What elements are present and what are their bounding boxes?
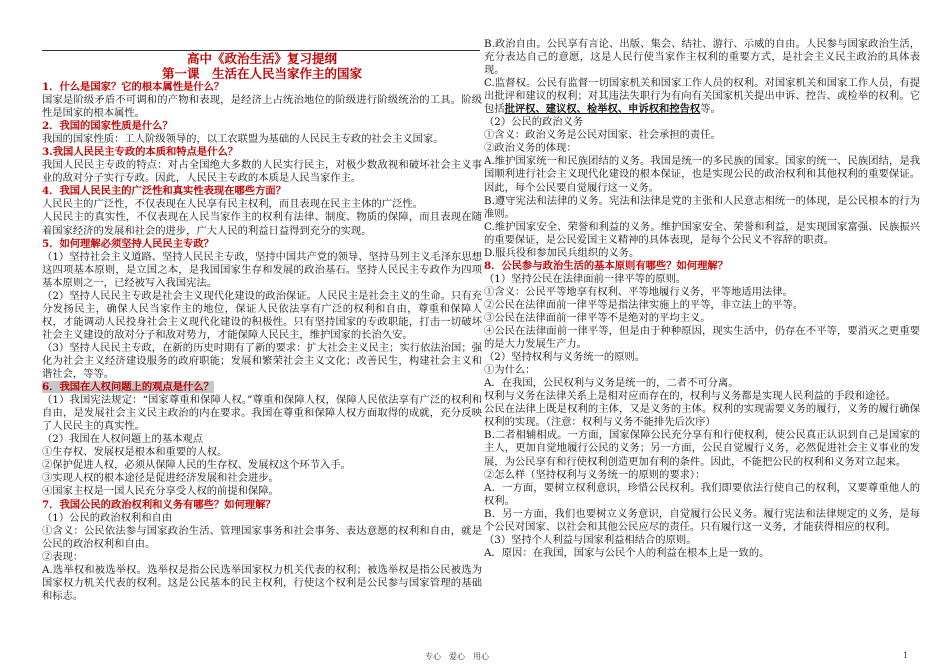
paragraph-text: ③公民在法律面前一律平等不是绝对的平均主义。 <box>484 311 711 324</box>
paragraph <box>42 251 482 290</box>
doc-title: 高中《政治生活》复习提纲 <box>186 51 337 66</box>
right-column <box>484 38 920 560</box>
paragraph-text: ②表现： <box>42 550 84 563</box>
paragraph-text: B.二者相辅相成。一方面，国家保障公民充分享有和行使权利，使公民真正认识到自己是国家的主人，更加自觉地履行公民的义务；另一方面，公民自觉履行义务，必然促进社会主义事业的发展，为公民享有和行使权利创造更加有利的条件。因此，不能把公民的权利和义务对立起来。 <box>484 429 920 468</box>
paragraph-text: C.监督权。公民有监督一切国家机关和国家工作人员的权利。对国家机关和国家工作人员，有提出批评和建议的权利；对其违法失职行为有向有关国家机关提出申诉、控告、或检举的权利。它包括 <box>484 77 920 116</box>
left-column <box>42 52 482 603</box>
paragraph <box>42 198 482 211</box>
paragraph-text: （3）坚持个人利益与国家利益相结合的原则。 <box>484 533 697 546</box>
question-heading <box>42 146 482 159</box>
paragraph-text: 2．我国的国家性质是什么？ <box>42 120 173 133</box>
paragraph-text: （1）公民的政治权利和自由 <box>42 511 173 524</box>
paragraph-text: 人民民主的广泛性，不仅表现在人民享有民主权利，而且表现在民主主体的广泛性。 <box>42 198 423 211</box>
paragraph <box>484 390 920 403</box>
paragraph <box>484 325 920 351</box>
paragraph <box>42 551 482 564</box>
paragraph-text: ②公民在法律面前一律平等是指法律实施上的平等，非立法上的平等。 <box>484 298 804 311</box>
underlined-terms: 批评权、建议权、检举权、申诉权和控告权 <box>504 103 701 116</box>
paragraph <box>42 446 482 459</box>
paragraph <box>484 482 920 508</box>
paragraph-text: ④公民在法律面前一律平等，但是由于种种原因，现实生活中，仍存在不平等，要消灭之更重要的是大力发展生产力。 <box>484 325 920 351</box>
paragraph-text: A．原因：在我国，国家与公民个人的利益在根本上是一致的。 <box>484 546 770 559</box>
paragraph <box>42 433 482 446</box>
paragraph-text: ②保护促进人权，必须从保障人民的生存权、发展权这个环节入手。 <box>42 459 351 472</box>
paragraph-text: （1）坚持社会主义道路、坚持人民民主专政，坚持中国共产党的领导、坚持马列主义毛泽东思想这四项基本原则，是立国之本，是我国国家生存和发展的政治基石。坚持人民民主专政作为四项基本原则之一，已经被写入我国宪法。 <box>42 250 482 289</box>
paragraph <box>484 403 920 429</box>
paragraph <box>484 155 920 194</box>
footer-motto: 专心 爱心 用心 <box>425 652 489 661</box>
paragraph <box>42 133 482 146</box>
paragraph <box>484 273 920 286</box>
paragraph-text: 国家是阶级矛盾不可调和的产物和表现，是经济上占统治地位的阶级进行阶级统治的工具。阶级性是国家的根本属性。 <box>42 94 482 120</box>
paragraph-text: ③实现人权的根本途径是促进经济发展和社会进步。 <box>42 472 279 485</box>
paragraph-text: （2）我国在人权问题上的基本观点 <box>42 433 204 446</box>
paragraph-text: 1．什么是国家？它的根本属性是什么？ <box>42 81 225 93</box>
paragraph-text: B．另一方面，我们也要树立义务意识，自觉履行公民义务。履行宪法和法律规定的义务，是每个公民对国家、以社会和其他公民应尽的责任。只有履行这一义务，才能获得相应的权利。 <box>484 507 920 533</box>
paragraph-text: 7．我国公民的政治权利和义务有哪些？如何理解？ <box>42 498 276 511</box>
paragraph-text: ①为什么： <box>484 364 536 377</box>
question-heading <box>42 185 482 198</box>
paragraph <box>484 377 920 390</box>
paragraph-text: 3.我国人民民主专政的本质和特点是什么？ <box>42 146 239 159</box>
paragraph-text: ①含义：公民依法参与国家政治生活、管理国家事务和社会事务、表达意愿的权利和自由，就是公民的政治权利和自由。 <box>42 524 482 550</box>
paragraph <box>42 564 482 603</box>
page-number: 1 <box>903 651 909 660</box>
paragraph-text: 6．我国在人权问题上的观点是什么？ <box>42 381 214 394</box>
paragraph <box>484 547 920 560</box>
paragraph-text: A.维护国家统一和民族团结的义务。我国是统一的多民族的国家。国家的统一、民族团结，是我国顺利进行社会主义现代化建设的根本保证，也是实现公民的政治权利和其他权利的重要保证。因此，每个公民要自觉履行这一义务。 <box>484 155 920 194</box>
question-heading <box>42 120 482 133</box>
paragraph-text: A.选举权和被选举权。选举权是指公民选举国家权力机关代表的权利；被选举权是指公民被选为国家权力机关代表的权利。这是公民基本的民主权利，行使这个权利是公民参与国家管理的基础和标志。 <box>42 563 482 602</box>
paragraph-text: D.服兵役和参加民兵组织的义务。 <box>484 246 640 259</box>
paragraph-text: ①生存权、发展权是根本和重要的人权。 <box>42 446 228 459</box>
paragraph-text: ①含义：公民平等地享有权利、平等地履行义务，平等地适用法律。 <box>484 285 793 298</box>
question-heading <box>42 381 482 394</box>
paragraph <box>42 512 482 525</box>
paragraph <box>42 394 482 433</box>
paragraph <box>484 221 920 247</box>
paragraph-text: （2）坚持人民民主专政是社会主义现代化建设的政治保证。人民民主是社会主义的生命。只有充分发扬民主，确保人民当家作主的地位，保证人民依法享有广泛的权利和自由，尊重和保障人权，才能调动人民投身社会主义现代化建设的积极性。只有坚持国家的专政职能，打击一切破坏社会主义建设的敌对分子和敌对势力，才能保障人民民主，维护国家的长治久安。 <box>42 289 482 341</box>
paragraph <box>42 459 482 472</box>
paragraph-text: （3）坚持人民民主专政，在新的历史时期有了新的要求：扩大社会主义民主；实行依法治国；强化为社会主义经济建设服务的政府职能；发展和繁荣社会主义文化；改善民生，构建社会主义和谐社会，等等。 <box>42 341 482 381</box>
paragraph <box>484 469 920 482</box>
paragraph <box>42 211 482 237</box>
paragraph-text: 我国人民民主专政的特点：对占全国绝大多数的人民实行民主，对极少数敌视和破坏社会主义事业的敌对分子实行专政。因此，人民民主专政的本质是人民当家作主。 <box>42 159 482 185</box>
question-heading <box>42 81 482 94</box>
paragraph <box>484 312 920 325</box>
paragraph-text: 人民民主的真实性，不仅表现在人民当家作主的权利有法律、制度、物质的保障，而且表现在随着国家经济的发展和社会的进步，广大人民的利益日益得到充分的实现。 <box>42 211 482 237</box>
paragraph-text: ②怎么样（坚持权利与义务统一的原则的要求）： <box>484 468 706 481</box>
paragraph-text: A．在我国，公民权利与义务是统一的，二者不可分离。 <box>484 377 739 390</box>
paragraph <box>484 351 920 364</box>
paragraph-text: （2）坚持权利与义务统一的原则。 <box>484 351 646 364</box>
paragraph <box>42 159 482 185</box>
paragraph-text: （1）坚持公民在法律面前一律平等的原则。 <box>484 272 687 285</box>
paragraph <box>484 364 920 377</box>
paragraph <box>42 290 482 342</box>
paragraph <box>42 472 482 485</box>
paragraph <box>484 77 920 116</box>
paragraph <box>484 116 920 129</box>
question-heading <box>42 238 482 251</box>
paragraph <box>484 534 920 547</box>
paragraph <box>484 195 920 221</box>
paragraph <box>484 38 920 77</box>
paragraph <box>484 129 920 142</box>
paragraph <box>42 342 482 381</box>
paragraph-text: B.遵守宪法和法律的义务。宪法和法律是党的主张和人民意志相统一的体现，是公民根本的行为准则。 <box>484 194 920 220</box>
paragraph-text: （2）公民的政治义务 <box>484 116 584 129</box>
paragraph-text: （1）我国宪法规定：“国家尊重和保障人权。”尊重和保障人权，保障人民依法享有广泛的权利和自由，是发展社会主义民主政治的内在要求。我国在尊重和保障人权方面取得的成就，充分反映了人民民主的真实性。 <box>42 394 482 433</box>
paragraph-text: 等。 <box>700 103 721 116</box>
paragraph <box>484 142 920 155</box>
paragraph-text: C.维护国家安全、荣誉和利益的义务。维护国家安全、荣誉和利益，是实现国家富强、民族振兴的重要保证，是公民爱国主义精神的具体表现，是每个公民义不容辞的职责。 <box>484 220 920 246</box>
paragraph <box>484 429 920 468</box>
question-heading <box>42 499 482 512</box>
paragraph-text: 5．如何理解必须坚持人民民主专政？ <box>42 237 214 250</box>
paragraph-text: 我国的国家性质：工人阶级领导的，以工农联盟为基础的人民民主专政的社会主义国家。 <box>42 133 444 146</box>
paragraph-text: 4．我国人民民主的广泛性和真实性表现在哪些方面？ <box>42 185 286 198</box>
paragraph-text: 权利与义务在法律关系上是相对应而存在的，权利与义务都是实现人民利益的手段和途径。 <box>484 390 896 403</box>
question-heading <box>484 260 920 273</box>
paragraph <box>42 525 482 551</box>
paragraph <box>484 286 920 299</box>
paragraph-text: 8．公民参与政治生活的基本原则有哪些？如何理解？ <box>484 259 728 272</box>
paragraph-text: ②政治义务的体现： <box>484 142 577 155</box>
lesson-title: 第一课 生活在人民当家作主的国家 <box>161 65 362 81</box>
paragraph-text: B.政治自由。公民享有言论、出版、集会、结社、游行、示威的自由。人民参与国家政治生活，充分表达自己的意愿，这是人民行使当家作主权利的重要方式，是社会主义民主政治的具体表现。 <box>484 38 920 77</box>
paragraph <box>484 508 920 534</box>
paragraph-text: ①含义：政治义务是公民对国家、社会承担的责任。 <box>484 129 721 142</box>
paragraph-text: A．一方面，要树立权利意识，珍惜公民权利。我们即要依法行使自己的权利，又要尊重他人的权利。 <box>484 481 920 507</box>
paragraph-text: 公民在法律上既是权利的主体，又是义务的主体。权利的实现需要义务的履行，义务的履行确保权利的实现。（注意：权利与义务不能排先后次序） <box>484 403 920 429</box>
paragraph <box>42 94 482 120</box>
paragraph <box>42 485 482 498</box>
paragraph-text: ④国家主权是一国人民充分享受人权的前提和保障。 <box>42 485 279 498</box>
paragraph <box>484 247 920 260</box>
paragraph <box>484 299 920 312</box>
